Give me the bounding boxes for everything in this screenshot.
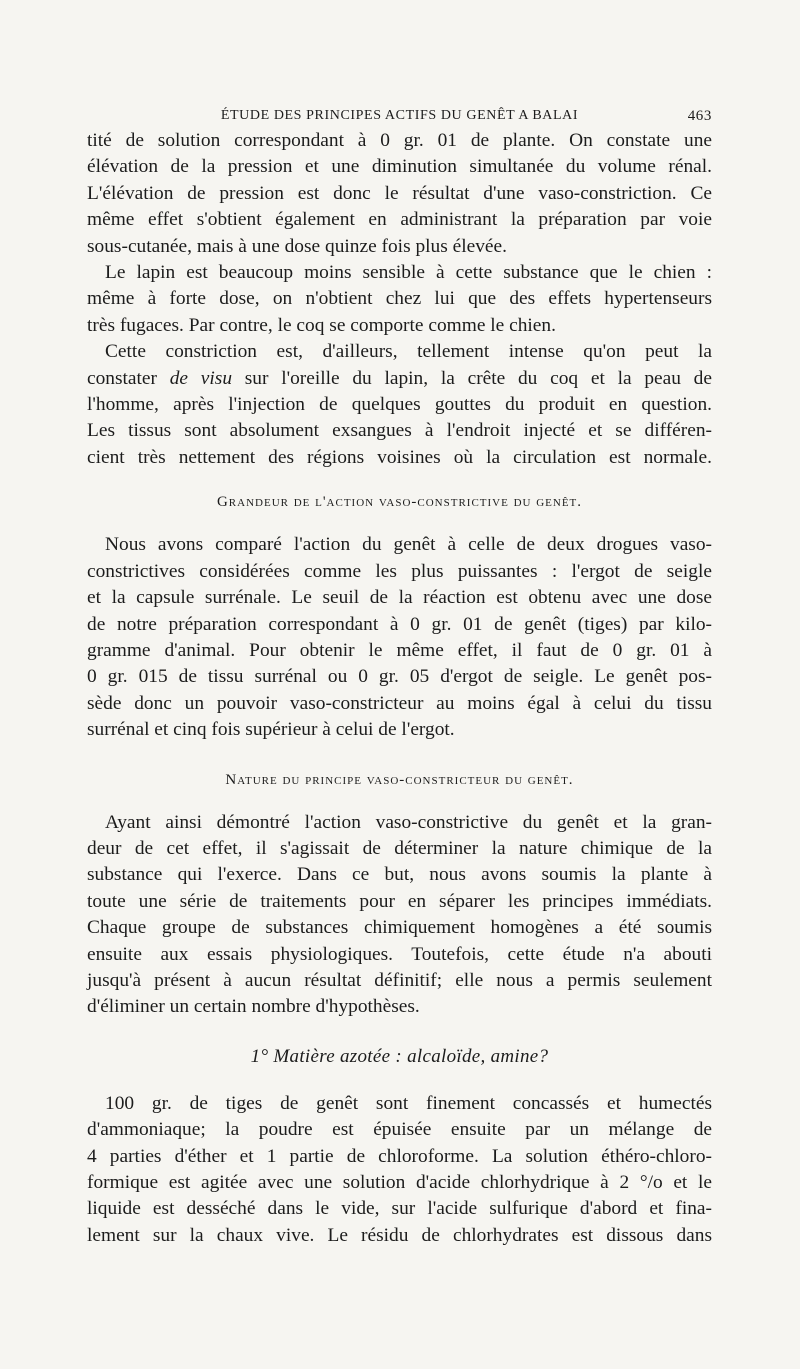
- text-line: L'élévation de pression est donc le résultat d'une vaso-constriction. Ce: [87, 182, 712, 204]
- text-line: substance qui l'exerce. Dans ce but, nous avons soumis la plante à: [87, 864, 712, 886]
- text-line: et la capsule surrénale. Le seuil de la réaction est obtenu avec une dose: [87, 587, 712, 609]
- text-line: formique est agitée avec une solution d'acide chlorhydrique à 2 °/o et le: [87, 1172, 712, 1193]
- text-line: 100 gr. de tiges de genêt sont finement concassés et humectés: [105, 1092, 712, 1114]
- text-line: Les tissus sont absolument exsangues à l'endroit injecté et se différen-: [87, 420, 712, 442]
- text-line: Cette constriction est, d'ailleurs, tellement intense qu'on peut la: [105, 341, 712, 363]
- text-line: lement sur la chaux vive. Le résidu de chlorhydrates est dissous dans: [87, 1224, 712, 1246]
- text-line: cient très nettement des régions voisines où la circulation est normale.: [87, 446, 712, 468]
- running-title: ÉTUDE DES PRINCIPES ACTIFS DU GENÊT A BALAI: [220, 108, 579, 123]
- text-line: ensuite aux essais physiologiques. Toutefois, cette étude n'a abouti: [87, 943, 712, 965]
- paragraph-lapin: [87, 260, 712, 339]
- text-line: Chaque groupe de substances chimiquement homogènes a été soumis: [87, 917, 712, 939]
- text-line: d'éliminer un certain nombre d'hypothèses.: [87, 996, 420, 1018]
- subsection-heading-matiere-azotee: 1° Matière azotée : alcaloïde, amine?: [250, 1045, 549, 1067]
- book-page: [87, 100, 712, 1249]
- text-line: sède donc un pouvoir vaso-constricteur au moins égal à celui du tissu: [87, 692, 712, 714]
- text-line: deur de cet effet, il s'agissait de déterminer la nature chimique de la: [87, 837, 712, 859]
- italic-phrase: de visu: [169, 367, 233, 389]
- text-segment: sur l'oreille du lapin, la crête du coq et la peau de: [232, 367, 712, 389]
- page-number: 463: [687, 108, 712, 124]
- paragraph-continued: [87, 128, 712, 260]
- text-line: très fugaces. Par contre, le coq se comporte comme le chien.: [87, 314, 556, 336]
- text-line: de notre préparation correspondant à 0 gr. 01 de genêt (tiges) par kilo-: [87, 613, 712, 635]
- text-line: 4 parties d'éther et 1 partie de chloroforme. La solution éthéro-chloro-: [87, 1145, 712, 1167]
- text-line: liquide est desséché dans le vide, sur l'acide sulfurique d'abord et fina-: [87, 1198, 712, 1220]
- text-line-with-italic: [87, 366, 712, 392]
- text-line: gramme d'animal. Pour obtenir le même effet, il faut de 0 gr. 01 à: [87, 639, 712, 661]
- text-line: jusqu'à présent à aucun résultat définitif; elle nous a permis seulement: [87, 969, 712, 991]
- paragraph-nature: [87, 810, 712, 1021]
- paragraph-constriction: [87, 339, 712, 471]
- text-line: même effet s'obtient également en administrant la préparation par voie: [87, 209, 712, 231]
- text-line: sous-cutanée, mais à une dose quinze fois plus élevée.: [87, 235, 507, 257]
- running-header: [87, 100, 712, 128]
- text-line: 0 gr. 015 de tissu surrénal ou 0 gr. 05 d'ergot de seigle. Le genêt pos-: [87, 666, 712, 688]
- text-line: même à forte dose, on n'obtient chez lui que des effets hypertenseurs: [87, 288, 712, 310]
- text-line: Ayant ainsi démontré l'action vaso-constrictive du genêt et la gran-: [105, 811, 712, 833]
- text-line: surrénal et cinq fois supérieur à celui de l'ergot.: [87, 719, 455, 741]
- paragraph-comparaison: [87, 532, 712, 743]
- section-heading-grandeur: Grandeur de l'action vaso-constrictive du genêt.: [216, 494, 583, 511]
- paragraph-tiges: [87, 1091, 712, 1249]
- text-line: l'homme, après l'injection de quelques gouttes du produit en question.: [87, 394, 712, 416]
- text-line: toute une série de traitements pour en séparer les principes immédiats.: [87, 890, 712, 912]
- text-segment: constater: [87, 367, 170, 389]
- text-line: élévation de la pression et une diminution simultanée du volume rénal.: [87, 156, 712, 178]
- section-heading-nature: Nature du principe vaso-constricteur du genêt.: [225, 771, 574, 788]
- text-line: d'ammoniaque; la poudre est épuisée ensuite par un mélange de: [87, 1119, 712, 1141]
- text-line: Le lapin est beaucoup moins sensible à cette substance que le chien :: [105, 262, 712, 284]
- text-line: constrictives considérées comme les plus puissantes : l'ergot de seigle: [87, 560, 712, 582]
- text-line: tité de solution correspondant à 0 gr. 01 de plante. On constate une: [87, 130, 712, 151]
- text-line: Nous avons comparé l'action du genêt à celle de deux drogues vaso-: [105, 534, 712, 556]
